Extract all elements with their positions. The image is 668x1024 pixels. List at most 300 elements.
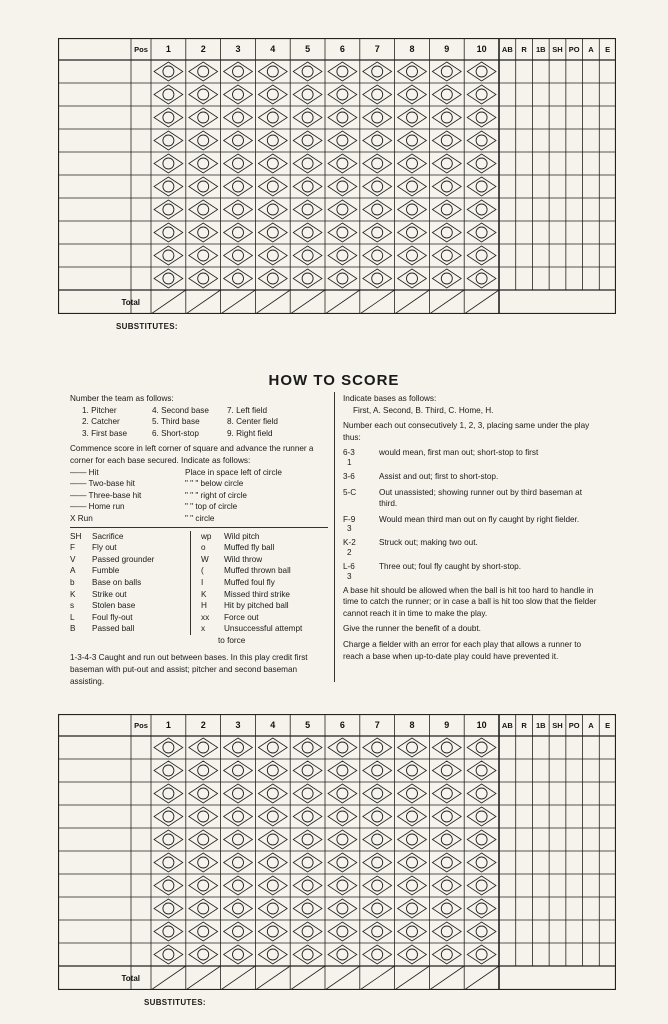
run-circle[interactable] <box>337 742 348 753</box>
run-circle[interactable] <box>198 273 209 284</box>
run-circle[interactable] <box>407 181 418 192</box>
run-circle[interactable] <box>407 949 418 960</box>
run-circle[interactable] <box>302 926 313 937</box>
total-label: Total <box>121 298 140 307</box>
total-diagonal <box>186 966 221 990</box>
indications-list <box>70 467 328 525</box>
inning-header-3: 3 <box>235 44 241 54</box>
abbr-code-2: H <box>190 600 225 612</box>
run-circle[interactable] <box>302 227 313 238</box>
run-circle[interactable] <box>163 112 174 123</box>
total-diagonal <box>151 966 186 990</box>
run-circle[interactable] <box>476 250 487 261</box>
example-play: 5-C <box>343 487 357 497</box>
inning-header-2: 2 <box>200 44 206 54</box>
base-hit-note: A base hit should be allowed when the ball is hit too hard to handle in time to catch the runner; or in case a ball is hit too slow that the fielder cannot reach it in time to make the play. <box>343 585 597 618</box>
run-circle[interactable] <box>233 926 244 937</box>
out-example <box>343 487 599 510</box>
run-circle[interactable] <box>337 89 348 100</box>
run-circle[interactable] <box>198 227 209 238</box>
run-circle[interactable] <box>163 158 174 169</box>
example-text: Struck out; making two out. <box>379 538 478 548</box>
run-circle[interactable] <box>302 903 313 914</box>
run-circle[interactable] <box>407 273 418 284</box>
run-circle[interactable] <box>441 811 452 822</box>
total-diagonal <box>221 290 256 314</box>
run-circle[interactable] <box>476 181 487 192</box>
run-circle[interactable] <box>372 742 383 753</box>
run-circle[interactable] <box>163 742 174 753</box>
stat-header-a: A <box>588 45 594 54</box>
stat-header-a: A <box>588 721 594 730</box>
run-circle[interactable] <box>267 949 278 960</box>
run-circle[interactable] <box>163 89 174 100</box>
scorecard-grid <box>58 714 616 990</box>
run-circle[interactable] <box>372 89 383 100</box>
abbr-meaning-2: Wild pitch <box>224 531 260 541</box>
inning-header-8: 8 <box>409 44 415 54</box>
run-circle[interactable] <box>198 742 209 753</box>
run-circle[interactable] <box>372 204 383 215</box>
run-circle[interactable] <box>267 742 278 753</box>
run-circle[interactable] <box>198 250 209 261</box>
run-circle[interactable] <box>267 181 278 192</box>
total-diagonal <box>395 290 430 314</box>
run-circle[interactable] <box>233 204 244 215</box>
run-circle[interactable] <box>198 880 209 891</box>
run-circle[interactable] <box>198 811 209 822</box>
run-circle[interactable] <box>441 903 452 914</box>
total-diagonal <box>464 290 499 314</box>
run-circle[interactable] <box>267 903 278 914</box>
run-circle[interactable] <box>441 949 452 960</box>
abbr-meaning-2: Muffed fly ball <box>224 543 275 553</box>
total-diagonal <box>429 290 464 314</box>
run-circle[interactable] <box>267 788 278 799</box>
run-circle[interactable] <box>302 949 313 960</box>
run-circle[interactable] <box>302 880 313 891</box>
run-circle[interactable] <box>198 903 209 914</box>
run-circle[interactable] <box>233 181 244 192</box>
run-circle[interactable] <box>441 135 452 146</box>
run-circle[interactable] <box>407 135 418 146</box>
run-circle[interactable] <box>267 857 278 868</box>
stat-header-po: PO <box>568 45 580 54</box>
run-circle[interactable] <box>267 204 278 215</box>
abbr-code: s <box>70 601 75 611</box>
run-circle[interactable] <box>476 903 487 914</box>
run-circle[interactable] <box>302 181 313 192</box>
run-circle[interactable] <box>198 788 209 799</box>
total-diagonal <box>186 290 221 314</box>
total-diagonal <box>464 966 499 990</box>
scorecard-top <box>58 38 616 314</box>
run-circle[interactable] <box>441 926 452 937</box>
example-out-number: 3 <box>347 571 352 581</box>
run-circle[interactable] <box>476 765 487 776</box>
inning-header-9: 9 <box>444 44 450 54</box>
indication-mark: —— Three-base hit <box>70 490 142 500</box>
abbr-meaning: Base on balls <box>92 577 142 587</box>
example-play: K-2 <box>343 538 356 548</box>
run-circle[interactable] <box>441 765 452 776</box>
run-circle[interactable] <box>198 204 209 215</box>
run-circle[interactable] <box>233 949 244 960</box>
run-circle[interactable] <box>198 135 209 146</box>
run-circle[interactable] <box>372 158 383 169</box>
run-circle[interactable] <box>302 788 313 799</box>
run-circle[interactable] <box>233 250 244 261</box>
run-circle[interactable] <box>372 880 383 891</box>
inning-header-7: 7 <box>374 44 380 54</box>
run-circle[interactable] <box>267 811 278 822</box>
run-circle[interactable] <box>198 926 209 937</box>
stat-header-ab: AB <box>501 45 513 54</box>
run-circle[interactable] <box>337 112 348 123</box>
run-circle[interactable] <box>233 66 244 77</box>
run-circle[interactable] <box>441 788 452 799</box>
run-circle[interactable] <box>233 857 244 868</box>
substitutes-label-bottom: SUBSTITUTES: <box>144 998 206 1007</box>
total-diagonal <box>290 290 325 314</box>
run-circle[interactable] <box>407 788 418 799</box>
abbr-code: b <box>70 577 75 587</box>
run-circle[interactable] <box>233 788 244 799</box>
abbr-code-2: ( <box>190 565 225 577</box>
example-play: L-6 <box>343 561 355 571</box>
run-circle[interactable] <box>337 857 348 868</box>
run-circle[interactable] <box>441 834 452 845</box>
run-circle[interactable] <box>476 742 487 753</box>
run-circle[interactable] <box>337 204 348 215</box>
run-circle[interactable] <box>337 135 348 146</box>
run-circle[interactable] <box>372 811 383 822</box>
run-circle[interactable] <box>476 811 487 822</box>
indication-place: " " top of circle <box>185 502 238 512</box>
position-2: 2. Catcher <box>82 417 120 427</box>
run-circle[interactable] <box>441 880 452 891</box>
run-circle[interactable] <box>337 926 348 937</box>
run-circle[interactable] <box>407 158 418 169</box>
run-circle[interactable] <box>233 158 244 169</box>
run-circle[interactable] <box>337 273 348 284</box>
stat-header-ab: AB <box>501 721 513 730</box>
run-circle[interactable] <box>163 903 174 914</box>
positions-list <box>70 405 328 440</box>
run-circle[interactable] <box>476 949 487 960</box>
run-circle[interactable] <box>302 66 313 77</box>
run-circle[interactable] <box>163 135 174 146</box>
run-circle[interactable] <box>233 834 244 845</box>
run-circle[interactable] <box>163 788 174 799</box>
run-circle[interactable] <box>476 926 487 937</box>
stat-header-sh: SH <box>552 45 563 54</box>
run-circle[interactable] <box>441 273 452 284</box>
run-circle[interactable] <box>302 765 313 776</box>
run-circle[interactable] <box>337 66 348 77</box>
example-text: Three out; foul fly caught by short-stop. <box>379 561 521 571</box>
run-circle[interactable] <box>372 181 383 192</box>
stat-header-e: E <box>605 45 611 54</box>
run-circle[interactable] <box>407 112 418 123</box>
example-play: 6-3 <box>343 448 355 458</box>
run-circle[interactable] <box>407 66 418 77</box>
run-circle[interactable] <box>441 742 452 753</box>
outs-intro: Number each out consecutively 1, 2, 3, placing same under the play thus: <box>343 421 590 442</box>
run-circle[interactable] <box>233 742 244 753</box>
inning-header-4: 4 <box>270 44 276 54</box>
run-circle[interactable] <box>337 250 348 261</box>
run-circle[interactable] <box>198 834 209 845</box>
run-circle[interactable] <box>267 227 278 238</box>
run-circle[interactable] <box>233 112 244 123</box>
total-label: Total <box>121 974 140 983</box>
run-circle[interactable] <box>476 857 487 868</box>
run-circle[interactable] <box>302 135 313 146</box>
run-circle[interactable] <box>233 903 244 914</box>
example-out-number: 1 <box>347 457 352 467</box>
run-circle[interactable] <box>267 765 278 776</box>
run-circle[interactable] <box>302 158 313 169</box>
run-circle[interactable] <box>372 903 383 914</box>
run-circle[interactable] <box>302 811 313 822</box>
run-circle[interactable] <box>233 811 244 822</box>
run-circle[interactable] <box>407 811 418 822</box>
run-circle[interactable] <box>198 158 209 169</box>
stat-header-r: R <box>521 721 527 730</box>
run-circle[interactable] <box>441 181 452 192</box>
pos-header: Pos <box>134 45 148 54</box>
run-circle[interactable] <box>372 834 383 845</box>
abbr-code-2: xx <box>190 612 225 624</box>
run-circle[interactable] <box>302 89 313 100</box>
run-circle[interactable] <box>407 834 418 845</box>
out-example <box>343 447 599 467</box>
run-circle[interactable] <box>476 158 487 169</box>
how-to-score-left <box>70 393 328 687</box>
run-circle[interactable] <box>267 926 278 937</box>
run-circle[interactable] <box>407 227 418 238</box>
run-circle[interactable] <box>163 765 174 776</box>
run-circle[interactable] <box>267 158 278 169</box>
run-circle[interactable] <box>163 66 174 77</box>
run-circle[interactable] <box>476 788 487 799</box>
run-circle[interactable] <box>267 250 278 261</box>
run-circle[interactable] <box>407 880 418 891</box>
inning-header-10: 10 <box>476 44 487 54</box>
run-circle[interactable] <box>407 926 418 937</box>
run-circle[interactable] <box>372 135 383 146</box>
run-circle[interactable] <box>337 903 348 914</box>
run-circle[interactable] <box>163 949 174 960</box>
divider <box>70 527 328 528</box>
run-circle[interactable] <box>198 89 209 100</box>
run-circle[interactable] <box>267 273 278 284</box>
run-circle[interactable] <box>302 250 313 261</box>
indication-mark: —— Two-base hit <box>70 479 135 489</box>
abbr-meaning: Foul fly-out <box>92 612 133 622</box>
run-circle[interactable] <box>407 742 418 753</box>
position-8: 8. Center field <box>227 417 278 427</box>
run-circle[interactable] <box>267 89 278 100</box>
run-circle[interactable] <box>407 89 418 100</box>
run-circle[interactable] <box>163 250 174 261</box>
run-circle[interactable] <box>372 765 383 776</box>
run-circle[interactable] <box>441 227 452 238</box>
indication-mark: X Run <box>70 513 93 523</box>
run-circle[interactable] <box>163 811 174 822</box>
run-circle[interactable] <box>337 227 348 238</box>
run-circle[interactable] <box>441 250 452 261</box>
run-circle[interactable] <box>337 880 348 891</box>
run-circle[interactable] <box>267 834 278 845</box>
run-circle[interactable] <box>372 112 383 123</box>
run-circle[interactable] <box>302 273 313 284</box>
run-circle[interactable] <box>337 834 348 845</box>
run-circle[interactable] <box>476 227 487 238</box>
run-circle[interactable] <box>302 204 313 215</box>
run-circle[interactable] <box>441 112 452 123</box>
run-circle[interactable] <box>407 903 418 914</box>
run-circle[interactable] <box>372 926 383 937</box>
how-to-score-right <box>343 393 599 662</box>
inning-header-5: 5 <box>305 44 311 54</box>
example-play: F-9 <box>343 514 356 524</box>
scorecard-bottom <box>58 714 616 990</box>
run-circle[interactable] <box>441 158 452 169</box>
run-circle[interactable] <box>267 112 278 123</box>
run-circle[interactable] <box>476 112 487 123</box>
run-circle[interactable] <box>441 66 452 77</box>
stat-header-1b: 1B <box>535 45 546 54</box>
run-circle[interactable] <box>233 880 244 891</box>
number-team-intro: Number the team as follows: <box>70 394 174 403</box>
abbr-meaning-2: Hit by pitched ball <box>224 601 289 611</box>
stat-header-sh: SH <box>552 721 563 730</box>
run-circle[interactable] <box>302 834 313 845</box>
run-circle[interactable] <box>233 135 244 146</box>
commence-text: Commence score in left corner of square and advance the runner a corner for each base secured. Indicate as follows: <box>70 444 314 465</box>
run-circle[interactable] <box>198 857 209 868</box>
example-text: Would mean third man out on fly caught by right fielder. <box>379 514 580 524</box>
run-circle[interactable] <box>476 66 487 77</box>
run-circle[interactable] <box>198 765 209 776</box>
run-circle[interactable] <box>372 857 383 868</box>
abbr-row <box>70 623 328 635</box>
run-circle[interactable] <box>372 273 383 284</box>
run-circle[interactable] <box>372 250 383 261</box>
run-circle[interactable] <box>163 857 174 868</box>
run-circle[interactable] <box>302 112 313 123</box>
inning-header-4: 4 <box>270 720 276 730</box>
run-circle[interactable] <box>337 158 348 169</box>
run-circle[interactable] <box>337 788 348 799</box>
how-to-score-title: HOW TO SCORE <box>268 372 400 389</box>
pos-header: Pos <box>134 721 148 730</box>
inning-header-3: 3 <box>235 720 241 730</box>
inning-header-9: 9 <box>444 720 450 730</box>
run-circle[interactable] <box>163 273 174 284</box>
run-circle[interactable] <box>337 811 348 822</box>
run-circle[interactable] <box>476 880 487 891</box>
total-diagonal <box>151 290 186 314</box>
run-circle[interactable] <box>163 204 174 215</box>
run-circle[interactable] <box>372 949 383 960</box>
run-circle[interactable] <box>441 89 452 100</box>
run-circle[interactable] <box>476 204 487 215</box>
total-diagonal <box>255 290 290 314</box>
run-circle[interactable] <box>476 89 487 100</box>
run-circle[interactable] <box>441 204 452 215</box>
position-6: 6. Short-stop <box>152 428 199 438</box>
bases-list: First, A. Second, B. Third, C. Home, H. <box>353 405 494 415</box>
total-diagonal <box>221 966 256 990</box>
run-circle[interactable] <box>372 788 383 799</box>
run-circle[interactable] <box>372 66 383 77</box>
inning-header-7: 7 <box>374 720 380 730</box>
run-circle[interactable] <box>337 949 348 960</box>
abbr-meaning: Strike out <box>92 589 127 599</box>
run-circle[interactable] <box>198 112 209 123</box>
run-circle[interactable] <box>476 834 487 845</box>
run-circle[interactable] <box>198 949 209 960</box>
inning-header-5: 5 <box>305 720 311 730</box>
run-circle[interactable] <box>163 880 174 891</box>
run-circle[interactable] <box>163 181 174 192</box>
column-divider <box>334 392 335 682</box>
abbr-meaning-2: Wild throw <box>224 554 263 564</box>
run-circle[interactable] <box>302 857 313 868</box>
run-circle[interactable] <box>476 273 487 284</box>
run-circle[interactable] <box>163 926 174 937</box>
run-circle[interactable] <box>163 834 174 845</box>
total-diagonal <box>325 290 360 314</box>
run-circle[interactable] <box>407 250 418 261</box>
run-circle[interactable] <box>407 765 418 776</box>
run-circle[interactable] <box>267 66 278 77</box>
run-circle[interactable] <box>267 880 278 891</box>
caught-note: 1-3-4-3 Caught and run out between bases. In this play credit first baseman with put-out and assist; pitcher and second baseman assisting. <box>70 653 308 686</box>
run-circle[interactable] <box>233 227 244 238</box>
run-circle[interactable] <box>337 765 348 776</box>
abbr-row <box>70 589 328 601</box>
run-circle[interactable] <box>163 227 174 238</box>
run-circle[interactable] <box>233 765 244 776</box>
abbr-meaning: Stolen base <box>92 601 136 611</box>
run-circle[interactable] <box>233 89 244 100</box>
abbr-continuation: to force <box>218 635 246 645</box>
run-circle[interactable] <box>372 227 383 238</box>
indication-place: " " " below circle <box>185 479 244 489</box>
run-circle[interactable] <box>476 135 487 146</box>
run-circle[interactable] <box>337 181 348 192</box>
inning-header-6: 6 <box>339 720 345 730</box>
run-circle[interactable] <box>441 857 452 868</box>
run-circle[interactable] <box>198 181 209 192</box>
abbr-row <box>70 577 328 589</box>
abbr-row <box>70 612 328 624</box>
run-circle[interactable] <box>302 742 313 753</box>
run-circle[interactable] <box>198 66 209 77</box>
abbr-code-2: K <box>190 589 225 601</box>
abbr-meaning-2: Muffed foul fly <box>224 577 275 587</box>
run-circle[interactable] <box>267 135 278 146</box>
inning-header-10: 10 <box>476 720 487 730</box>
run-circle[interactable] <box>233 273 244 284</box>
run-circle[interactable] <box>407 857 418 868</box>
run-circle[interactable] <box>407 204 418 215</box>
stat-header-po: PO <box>568 721 580 730</box>
